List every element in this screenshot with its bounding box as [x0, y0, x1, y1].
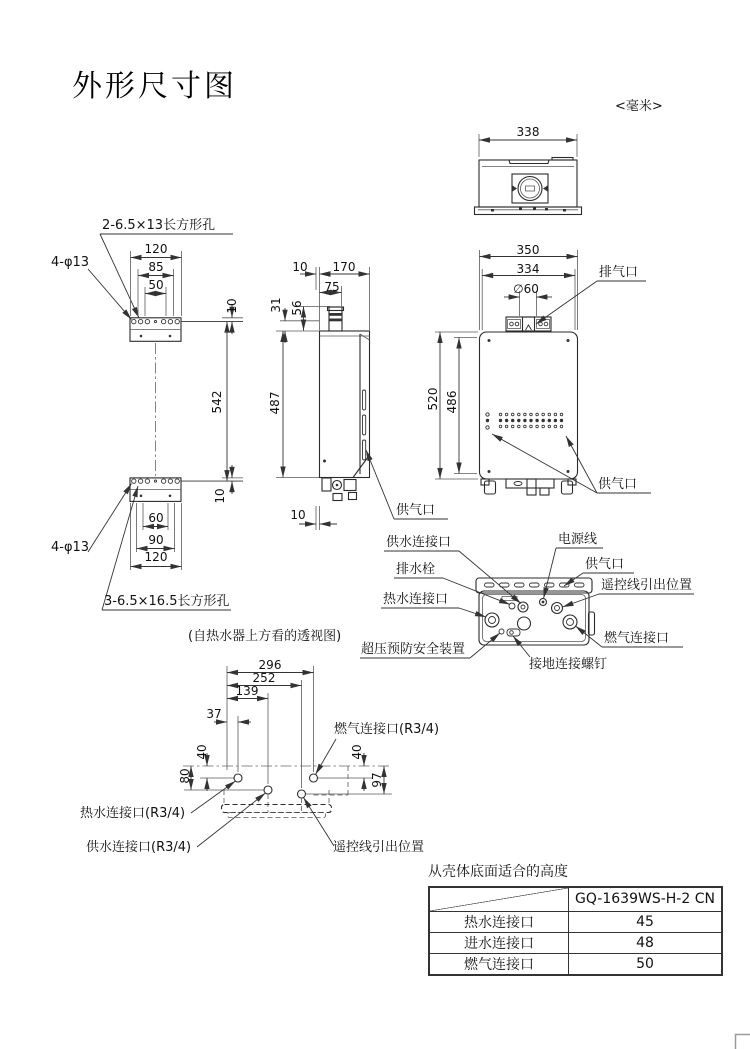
dim-80: 80	[178, 768, 192, 784]
dim-31: 31	[269, 297, 283, 313]
dim-542: 542	[210, 390, 224, 414]
dim-37: 37	[206, 707, 222, 721]
table-row-value: 50	[569, 953, 723, 975]
label-air-inlet-front: 供气口	[598, 477, 638, 492]
dim-170: 170	[332, 260, 356, 274]
dim-10-top: 10	[225, 298, 239, 314]
page-corner-mark	[736, 1035, 750, 1049]
dim-139: 139	[235, 684, 259, 698]
dim-60: 60	[148, 511, 164, 525]
unit-note: <毫米>	[615, 99, 663, 114]
dim-296: 296	[258, 658, 282, 672]
page-title: 外形尺寸图	[72, 69, 237, 104]
label-water-supply: 供水连接口	[386, 535, 452, 550]
label-power-cord: 电源线	[558, 532, 598, 547]
table-caption: 从壳体底面适合的高度	[428, 864, 568, 880]
label-air-inlet-side: 供气口	[396, 503, 436, 518]
label-air-inlet-bottom: 供气口	[585, 557, 625, 572]
label-hot-water: 热水连接口	[383, 592, 449, 607]
dim-56: 56	[290, 300, 304, 316]
dim-90: 90	[148, 533, 164, 547]
label-gas-connection: 燃气连接口	[604, 631, 670, 646]
table-row-value: 45	[569, 911, 723, 932]
label-hot-r34: 热水连接口(R3/4)	[80, 806, 186, 821]
label-remote-wire: 遥控线引出位置	[601, 578, 693, 593]
height-table	[428, 886, 723, 976]
dim-gap-top: 10	[292, 260, 308, 274]
label-bottom-rect-holes: 3-6.5×16.5长方形孔	[104, 594, 230, 609]
dim-75: 75	[324, 280, 340, 294]
table-row-value: 48	[569, 932, 723, 953]
table-row-label: 燃气连接口	[429, 953, 569, 975]
dim-gap-bottom: 10	[290, 508, 306, 522]
label-top-round-holes: 4-φ13	[51, 255, 90, 270]
dim-120-top: 120	[144, 242, 168, 256]
label-supply-r34: 供水连接口(R3/4)	[86, 840, 192, 855]
label-remote-position: 遥控线引出位置	[333, 840, 425, 855]
dim-120-bottom: 120	[144, 550, 168, 564]
dim-40-left: 40	[195, 744, 209, 760]
label-drain-plug: 排水栓	[396, 562, 436, 577]
dim-350: 350	[516, 243, 540, 257]
bottom-view-caption: (自热水器上方看的透视图)	[188, 629, 342, 644]
dim-338: 338	[516, 125, 540, 139]
dim-50: 50	[148, 278, 164, 292]
dim-40-right: 40	[350, 744, 364, 760]
table-model-header: GQ-1639WS-H-2 CN	[569, 887, 723, 911]
label-gas-r34: 燃气连接口(R3/4)	[334, 722, 440, 737]
table-row-label: 热水连接口	[429, 911, 569, 932]
dim-334: 334	[516, 262, 540, 276]
dim-10-bottom: 10	[213, 488, 227, 504]
label-exhaust-outlet: 排气口	[599, 265, 639, 280]
dim-487: 487	[268, 391, 282, 415]
label-ground-screw: 接地连接螺钉	[529, 657, 608, 672]
dim-85: 85	[148, 260, 164, 274]
table-row-label: 进水连接口	[429, 932, 569, 953]
dim-97: 97	[370, 772, 384, 788]
dim-252: 252	[252, 671, 276, 685]
dim-520: 520	[426, 387, 440, 411]
label-safety-device: 超压预防安全装置	[361, 642, 466, 657]
label-bottom-round-holes: 4-φ13	[51, 540, 90, 555]
dim-phi60: ∅60	[513, 282, 539, 296]
table-diagonal-cell	[429, 887, 569, 911]
dim-486: 486	[445, 390, 459, 414]
top-view-linework	[475, 134, 582, 215]
label-top-rect-holes: 2-6.5×13长方形孔	[102, 218, 216, 233]
